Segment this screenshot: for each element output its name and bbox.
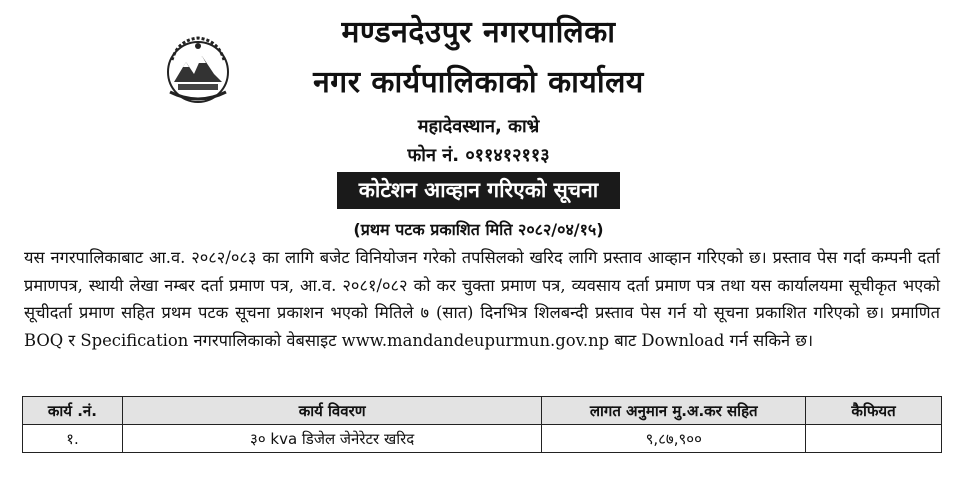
office-address: महादेवस्थान, काभ्रे <box>417 116 540 137</box>
cell-remarks <box>806 425 942 453</box>
notice-paragraph: यस नगरपालिकाबाट आ.व. २०८२/०८३ का लागि बजेट विनियोजन गरेको तपसिलको खरिद लागि प्रस्ताव आव्हान गरिएको छ। प्रस्ताव पेस गर्दा कम्पनी दर्ता प्रमाणपत्र, स्थायी लेखा नम्बर दर्ता प्रमाण पत्र, आ.व. २०८१/०८२ को कर चुक्ता प्रमाण पत्र, व्यवसाय दर्ता प्रमाण पत्र तथा यस कार्यालयमा सूचीकृत भएको सूचीदर्ता प्रमाण सहित प्रथम पटक सूचना प्रकाशन भएको मितिले ७ (सात) दिनभित्र शिलबन्दी प्रस्ताव पेस गर्न यो सूचना प्रकाशित गरिएको छ। प्रमाणित BOQ र Specification नगरपालिकाको वेबसाइट www.mandandeupurmun.gov.np बाट Download गर्न सकिने छ। <box>24 248 940 350</box>
notice-title: कोटेशन आव्हान गरिएको सूचना <box>337 172 620 209</box>
notice-body <box>24 244 940 354</box>
cell-work-description: ३० kva डिजेल जेनेरेटर खरिद <box>122 425 541 453</box>
notice-title-wrapper <box>0 172 957 209</box>
office-name: नगर कार्यपालिकाको कार्यालय <box>313 65 644 100</box>
quotation-table <box>22 396 942 453</box>
publication-date: (प्रथम पटक प्रकाशित मिति २०८२/०४/१५) <box>353 220 604 239</box>
cell-work-no: १. <box>23 425 123 453</box>
header-work-description: कार्य विवरण <box>122 397 541 425</box>
cell-cost-estimate: ९,८७,९०० <box>542 425 806 453</box>
municipality-name: मण्डनदेउपुर नगरपालिका <box>341 15 616 50</box>
header-work-no: कार्य .नं. <box>23 397 123 425</box>
table-row <box>23 425 942 453</box>
header-cost-estimate: लागत अनुमान मु.अ.कर सहित <box>542 397 806 425</box>
header-remarks: कैफियत <box>806 397 942 425</box>
table-header-row <box>23 397 942 425</box>
office-phone: फोन नं. ०११४१२११३ <box>407 145 550 166</box>
